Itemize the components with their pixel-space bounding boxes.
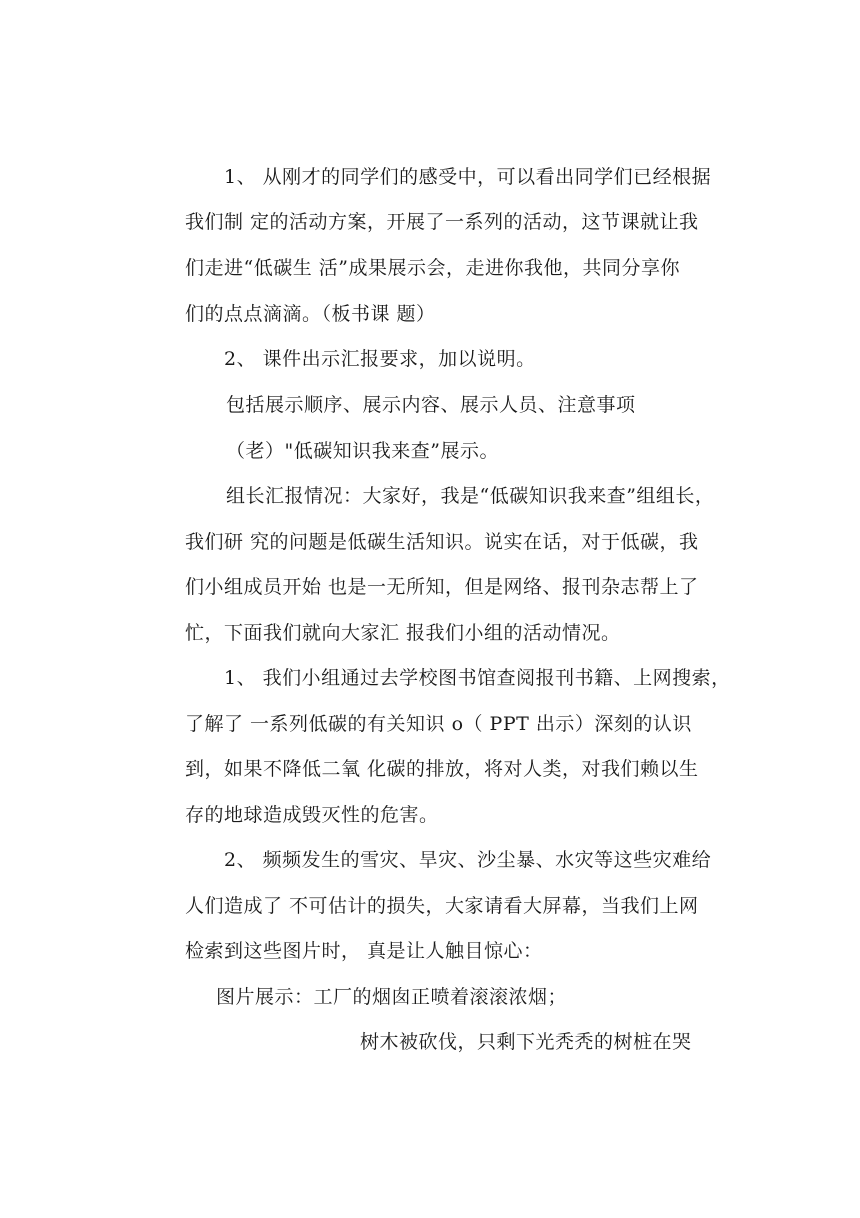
text-line: 我们制 定的活动方案，开展了一系列的活动，这节课就让我	[185, 211, 699, 233]
text-line: 们小组成员开始 也是一无所知，但是网络、报刊杂志帮上了	[185, 576, 699, 598]
text-line: 人们造成了 不可估计的损失，大家请看大屏幕，当我们上网	[185, 895, 699, 917]
text-line: 1、 从刚才的同学们的感受中，可以看出同学们已经根据	[224, 166, 712, 188]
text-line: 到，如果不降低二氧 化碳的排放，将对人类，对我们赖以生	[185, 758, 699, 780]
text-line: 了解了 一系列低碳的有关知识 o（ PPT 出示）深刻的认识	[185, 713, 692, 735]
text-line: 忙，下面我们就向大家汇 报我们小组的活动情况。	[185, 622, 621, 644]
text-line: 2、 频频发生的雪灾、旱灾、沙尘暴、水灾等这些灾难给	[224, 849, 712, 871]
text-line: 组长汇报情况：大家好，我是“低碳知识我来查”组组长，	[226, 485, 715, 507]
text-line: 我们研 究的问题是低碳生活知识。说实在话，对于低碳，我	[185, 531, 699, 553]
text-line: 们走进“低碳生 活”成果展示会，走进你我他，共同分享你	[185, 257, 680, 279]
text-line: 们的点点滴滴。（板书课 题）	[185, 303, 436, 325]
text-line: 存的地球造成毁灭性的危害。	[185, 804, 439, 826]
text-line: 1、 我们小组通过去学校图书馆查阅报刊书籍、上网搜索，	[224, 667, 731, 689]
text-line: 2、 课件出示汇报要求，加以说明。	[224, 348, 536, 370]
text-line: 树木被砍伐，只剩下光秃秃的树桩在哭	[360, 1031, 692, 1053]
text-line: （老）"低碳知识我来查”展示。	[226, 440, 499, 462]
text-line: 检索到这些图片时， 真是让人触目惊心：	[185, 940, 543, 962]
text-line: 包括展示顺序、展示内容、展示人员、注意事项	[226, 394, 636, 416]
text-line: 图片展示：工厂的烟囱正喷着滚滚浓烟；	[216, 986, 568, 1008]
